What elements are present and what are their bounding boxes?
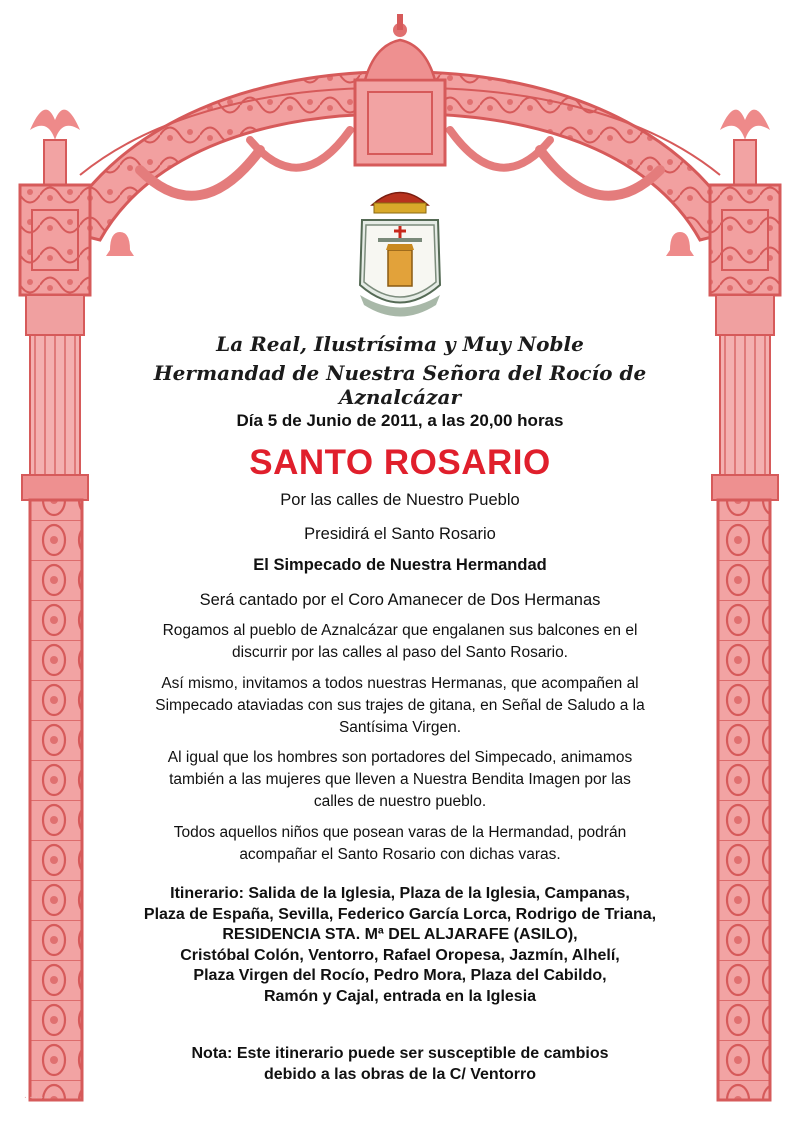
brotherhood-line-2: Hermandad de Nuestra Señora del Rocío de Aznalcázar: [153, 361, 647, 409]
coat-of-arms-icon: [360, 193, 440, 317]
brotherhood-line-1: La Real, Ilustrísima y Muy Noble: [216, 332, 584, 356]
paragraph-line: Al igual que los hombres son portadores del Simpecado, animamos: [167, 749, 633, 766]
itinerary: [110, 884, 690, 1007]
event-choir: Será cantado por el Coro Amanecer de Dos Hermanas: [199, 591, 601, 609]
itinerary-line: Itinerario: Salida de la Iglesia, Plaza de la Iglesia, Campanas,: [170, 885, 630, 902]
note-line: debido a las obras de la C/ Ventorro: [263, 1066, 537, 1083]
itinerary-line: Cristóbal Colón, Ventorro, Rafael Oropesa, Jazmín, Alhelí,: [180, 946, 620, 964]
event-simpecado: El Simpecado de Nuestra Hermandad: [253, 556, 547, 574]
eagle-icon: [720, 110, 770, 140]
paragraph-line: discurrir por las calles al paso del Santo Rosario.: [232, 644, 568, 661]
event-streets: Por las calles de Nuestro Pueblo: [280, 491, 520, 509]
event-date: Día 5 de Junio de 2011, a las 20,00 horas: [236, 411, 564, 430]
event-presides: Presidirá el Santo Rosario: [304, 525, 496, 543]
crown-icon: [355, 14, 445, 165]
paragraph-line: Así mismo, invitamos a todos nuestras Hermanas, que acompañen al: [161, 675, 639, 692]
bell-icon: [666, 232, 694, 256]
itinerary-note: [110, 1043, 690, 1085]
svg-text:. . . . .: . . . . .: [24, 1090, 50, 1101]
note-line: Nota: Este itinerario puede ser susceptible de cambios: [191, 1045, 609, 1062]
paragraph-line: Rogamos al pueblo de Aznalcázar que engalanen sus balcones en el: [162, 622, 638, 639]
itinerary-line: Ramón y Cajal, entrada en la Iglesia: [263, 987, 537, 1005]
right-column: [710, 110, 780, 1100]
paragraph-line: también a las mujeres que lleven a Nuestra Bendita Imagen por las: [169, 771, 631, 788]
paragraph-line: Todos aquellos niños que posean varas de la Hermandad, podrán: [173, 824, 627, 841]
paragraph-line: calles de nuestro pueblo.: [313, 793, 487, 810]
eagle-icon: [30, 110, 80, 140]
paragraph-line: acompañar el Santo Rosario con dichas varas.: [239, 846, 561, 863]
paragraph-line: Santísima Virgen.: [338, 719, 462, 736]
paragraph-women: [110, 747, 690, 813]
itinerary-line: Plaza Virgen del Rocío, Pedro Mora, Plaza del Cabildo,: [193, 967, 607, 984]
paragraph-children: [110, 822, 690, 866]
paragraph-line: Simpecado ataviadas con sus trajes de gitana, en Señal de Saludo a la: [155, 697, 645, 714]
event-title: SANTO ROSARIO: [249, 443, 551, 482]
bell-icon: [106, 232, 134, 256]
paragraph-sisters: [110, 673, 690, 739]
itinerary-line: RESIDENCIA STA. Mª DEL ALJARAFE (ASILO),: [222, 926, 578, 943]
paragraph-balconies: [110, 620, 690, 664]
itinerary-line: Plaza de España, Sevilla, Federico García Lorca, Rodrigo de Triana,: [143, 905, 657, 923]
left-column: [20, 110, 90, 1100]
